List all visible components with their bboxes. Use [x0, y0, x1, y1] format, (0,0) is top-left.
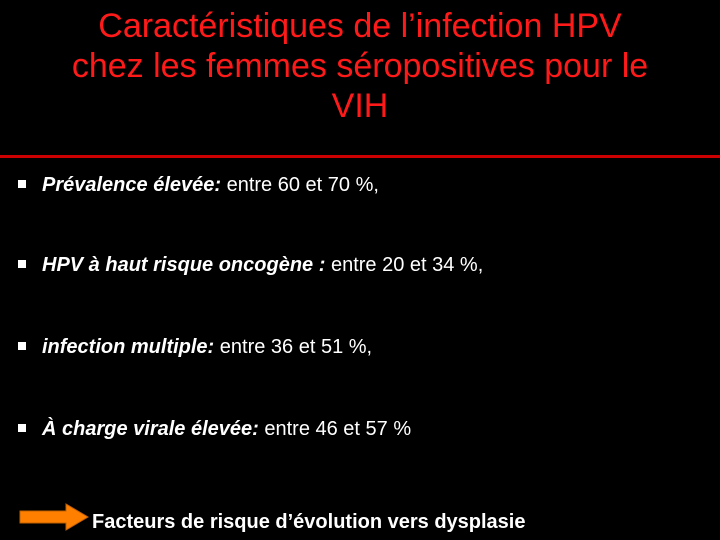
bullet-detail: entre 46 et 57 % [258, 418, 412, 440]
bullet-detail: entre 20 et 34 %, [325, 254, 484, 276]
square-bullet-icon [18, 180, 26, 188]
bullet-term: infection multiple: [42, 336, 215, 358]
slide-title [20, 6, 700, 126]
bullet-item-high-risk-hpv [18, 252, 483, 278]
right-arrow-icon [18, 502, 90, 532]
bullet-term: À charge virale élevée: [42, 418, 259, 440]
bullet-detail: entre 60 et 70 %, [221, 174, 379, 196]
bullet-item-multiple-infection [18, 334, 372, 360]
bullet-term: Prévalence élevée: [42, 174, 222, 196]
title-line-3: VIH [331, 87, 389, 125]
bullet-term: HPV à haut risque oncogène : [42, 254, 326, 276]
title-divider [0, 155, 720, 158]
square-bullet-icon [18, 342, 26, 350]
title-line-2: chez les femmes séropositives pour le [71, 47, 649, 85]
conclusion-text: Facteurs de risque d’évolution vers dysplasie [92, 511, 526, 533]
bullet-item-prevalence [18, 172, 379, 198]
square-bullet-icon [18, 260, 26, 268]
bullet-detail: entre 36 et 51 %, [214, 336, 373, 358]
bullet-item-high-viral-load [18, 416, 411, 442]
title-line-1: Caractéristiques de l’infection HPV [98, 7, 622, 45]
square-bullet-icon [18, 424, 26, 432]
